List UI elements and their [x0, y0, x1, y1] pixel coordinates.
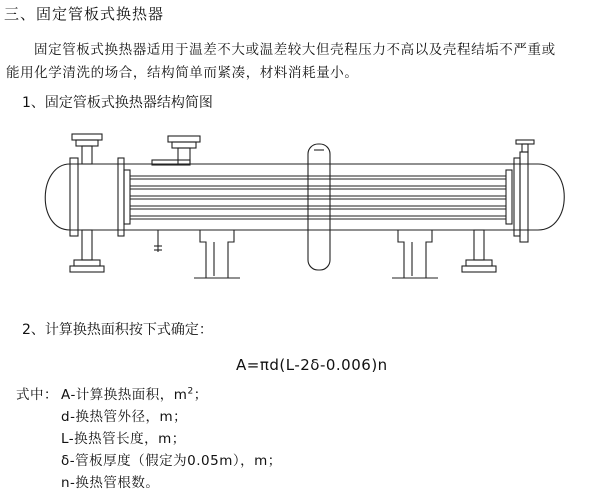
definitions-label: 式中： [16, 387, 58, 403]
definition-a-superscript: 2 [187, 386, 194, 397]
intro-paragraph-line-2: 能用化学清洗的场合，结构简单而紧凑，材料消耗量小。 [6, 65, 359, 81]
definition-a [61, 383, 208, 403]
left-head [45, 164, 70, 230]
right-tube-sheet [506, 152, 528, 242]
top-right-nozzle [516, 140, 534, 152]
area-formula: A=πd(L-2δ-0.006)n [236, 356, 388, 374]
shell [70, 164, 538, 230]
diagram-heading: 1、固定管板式换热器结构简图 [22, 95, 213, 111]
definition-n: n-换热管根数。 [61, 475, 160, 491]
definition-d: d-换热管外径，m； [61, 409, 188, 425]
drain-valve [154, 230, 162, 252]
left-tube-sheet [70, 158, 130, 236]
left-saddle-support [194, 230, 240, 278]
definition-a-tail: ； [193, 387, 208, 403]
intro-paragraph-line-1: 固定管板式换热器适用于温差不大或温差较大但壳程压力不高以及壳程结垢不严重或 [34, 42, 556, 58]
section-title: 三、固定管板式换热器 [4, 5, 165, 23]
definition-delta: δ-管板厚度（假定为0.05m），m； [61, 453, 282, 469]
top-left-nozzle [72, 134, 102, 164]
heat-exchanger-diagram [28, 130, 580, 290]
right-saddle-support [392, 230, 438, 278]
definition-a-text: A-计算换热面积，m [61, 387, 188, 403]
right-head [538, 164, 564, 230]
tube-bundle [130, 176, 506, 219]
definition-l: L-换热管长度，m； [61, 431, 186, 447]
top-shell-nozzle [152, 136, 200, 165]
baffle [308, 144, 330, 270]
bottom-right-nozzle [462, 230, 496, 272]
calculation-heading: 2、计算换热面积按下式确定： [22, 322, 213, 338]
